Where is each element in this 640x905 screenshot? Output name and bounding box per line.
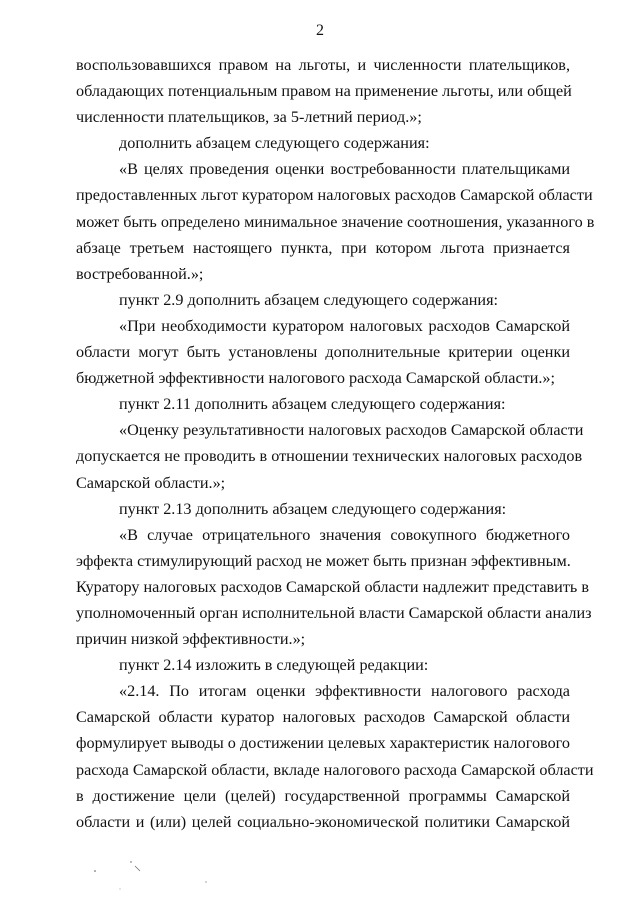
text-line: Самарской области.»; [76,473,226,492]
scan-speck [135,866,140,871]
text-line: пункт 2.9 дополнить абзацем следующего содержания: [119,290,499,309]
text-line: может быть определено минимальное значение соотношения, указанного в [76,212,595,231]
scan-speck [130,861,131,862]
text-line: «Оценку результативности налоговых расходов Самарской области [119,421,584,440]
text-line: предоставленных льгот куратором налоговых расходов Самарской области [76,186,593,205]
text-line: расхода Самарской области, вкладе налогового расхода Самарской области [76,760,594,779]
text-line: обладающих потенциальным правом на применение льготы, или общей [76,82,572,101]
text-line: «В целях проведения оценки востребованности плательщиками [119,160,570,179]
text-line: уполномоченный орган исполнительной власти Самарской области анализ [76,603,592,622]
text-line: области и (или) целей социально-экономической политики Самарской [76,812,570,831]
text-line: Самарской области куратор налоговых расходов Самарской области [76,708,570,727]
page-number: 2 [316,22,324,39]
text-line: пункт 2.11 дополнить абзацем следующего содержания: [119,395,506,414]
text-line: «При необходимости куратором налоговых расходов Самарской [119,316,570,335]
text-line: пункт 2.13 дополнить абзацем следующего содержания: [119,499,507,518]
text-line: воспользовавшихся правом на льготы, и численности плательщиков, [76,56,570,74]
scan-speck [205,881,206,882]
text-line: причин низкой эффективности.»; [76,630,306,649]
text-line: формулирует выводы о достижении целевых характеристик налогового [76,734,570,753]
text-line: численности плательщиков, за 5-летний период.»; [76,108,422,127]
text-line: «В случае отрицательного значения совокупного бюджетного [119,525,570,544]
text-line: эффекта стимулирующий расход не может быть признан эффективным. [76,551,571,570]
text-line: дополнить абзацем следующего содержания: [119,134,430,153]
text-line: абзаце третьем настоящего пункта, при котором льгота признается [76,238,570,257]
text-line: допускается не проводить в отношении технических налоговых расходов [76,447,583,466]
scan-speck [94,870,96,872]
text-line: бюджетной эффективности налогового расхода Самарской области.»; [76,369,556,388]
text-line: пункт 2.14 изложить в следующей редакции: [119,656,429,675]
scan-speck [120,889,121,890]
text-line: Куратору налоговых расходов Самарской области надлежит представить в [76,577,589,596]
text-line: области могут быть установлены дополнительные критерии оценки [76,343,570,362]
document-body [76,52,595,835]
text-line: в достижение цели (целей) государственной программы Самарской [76,786,570,805]
text-line: востребованной.»; [76,264,204,283]
text-line: «2.14. По итогам оценки эффективности налогового расхода [119,682,570,701]
